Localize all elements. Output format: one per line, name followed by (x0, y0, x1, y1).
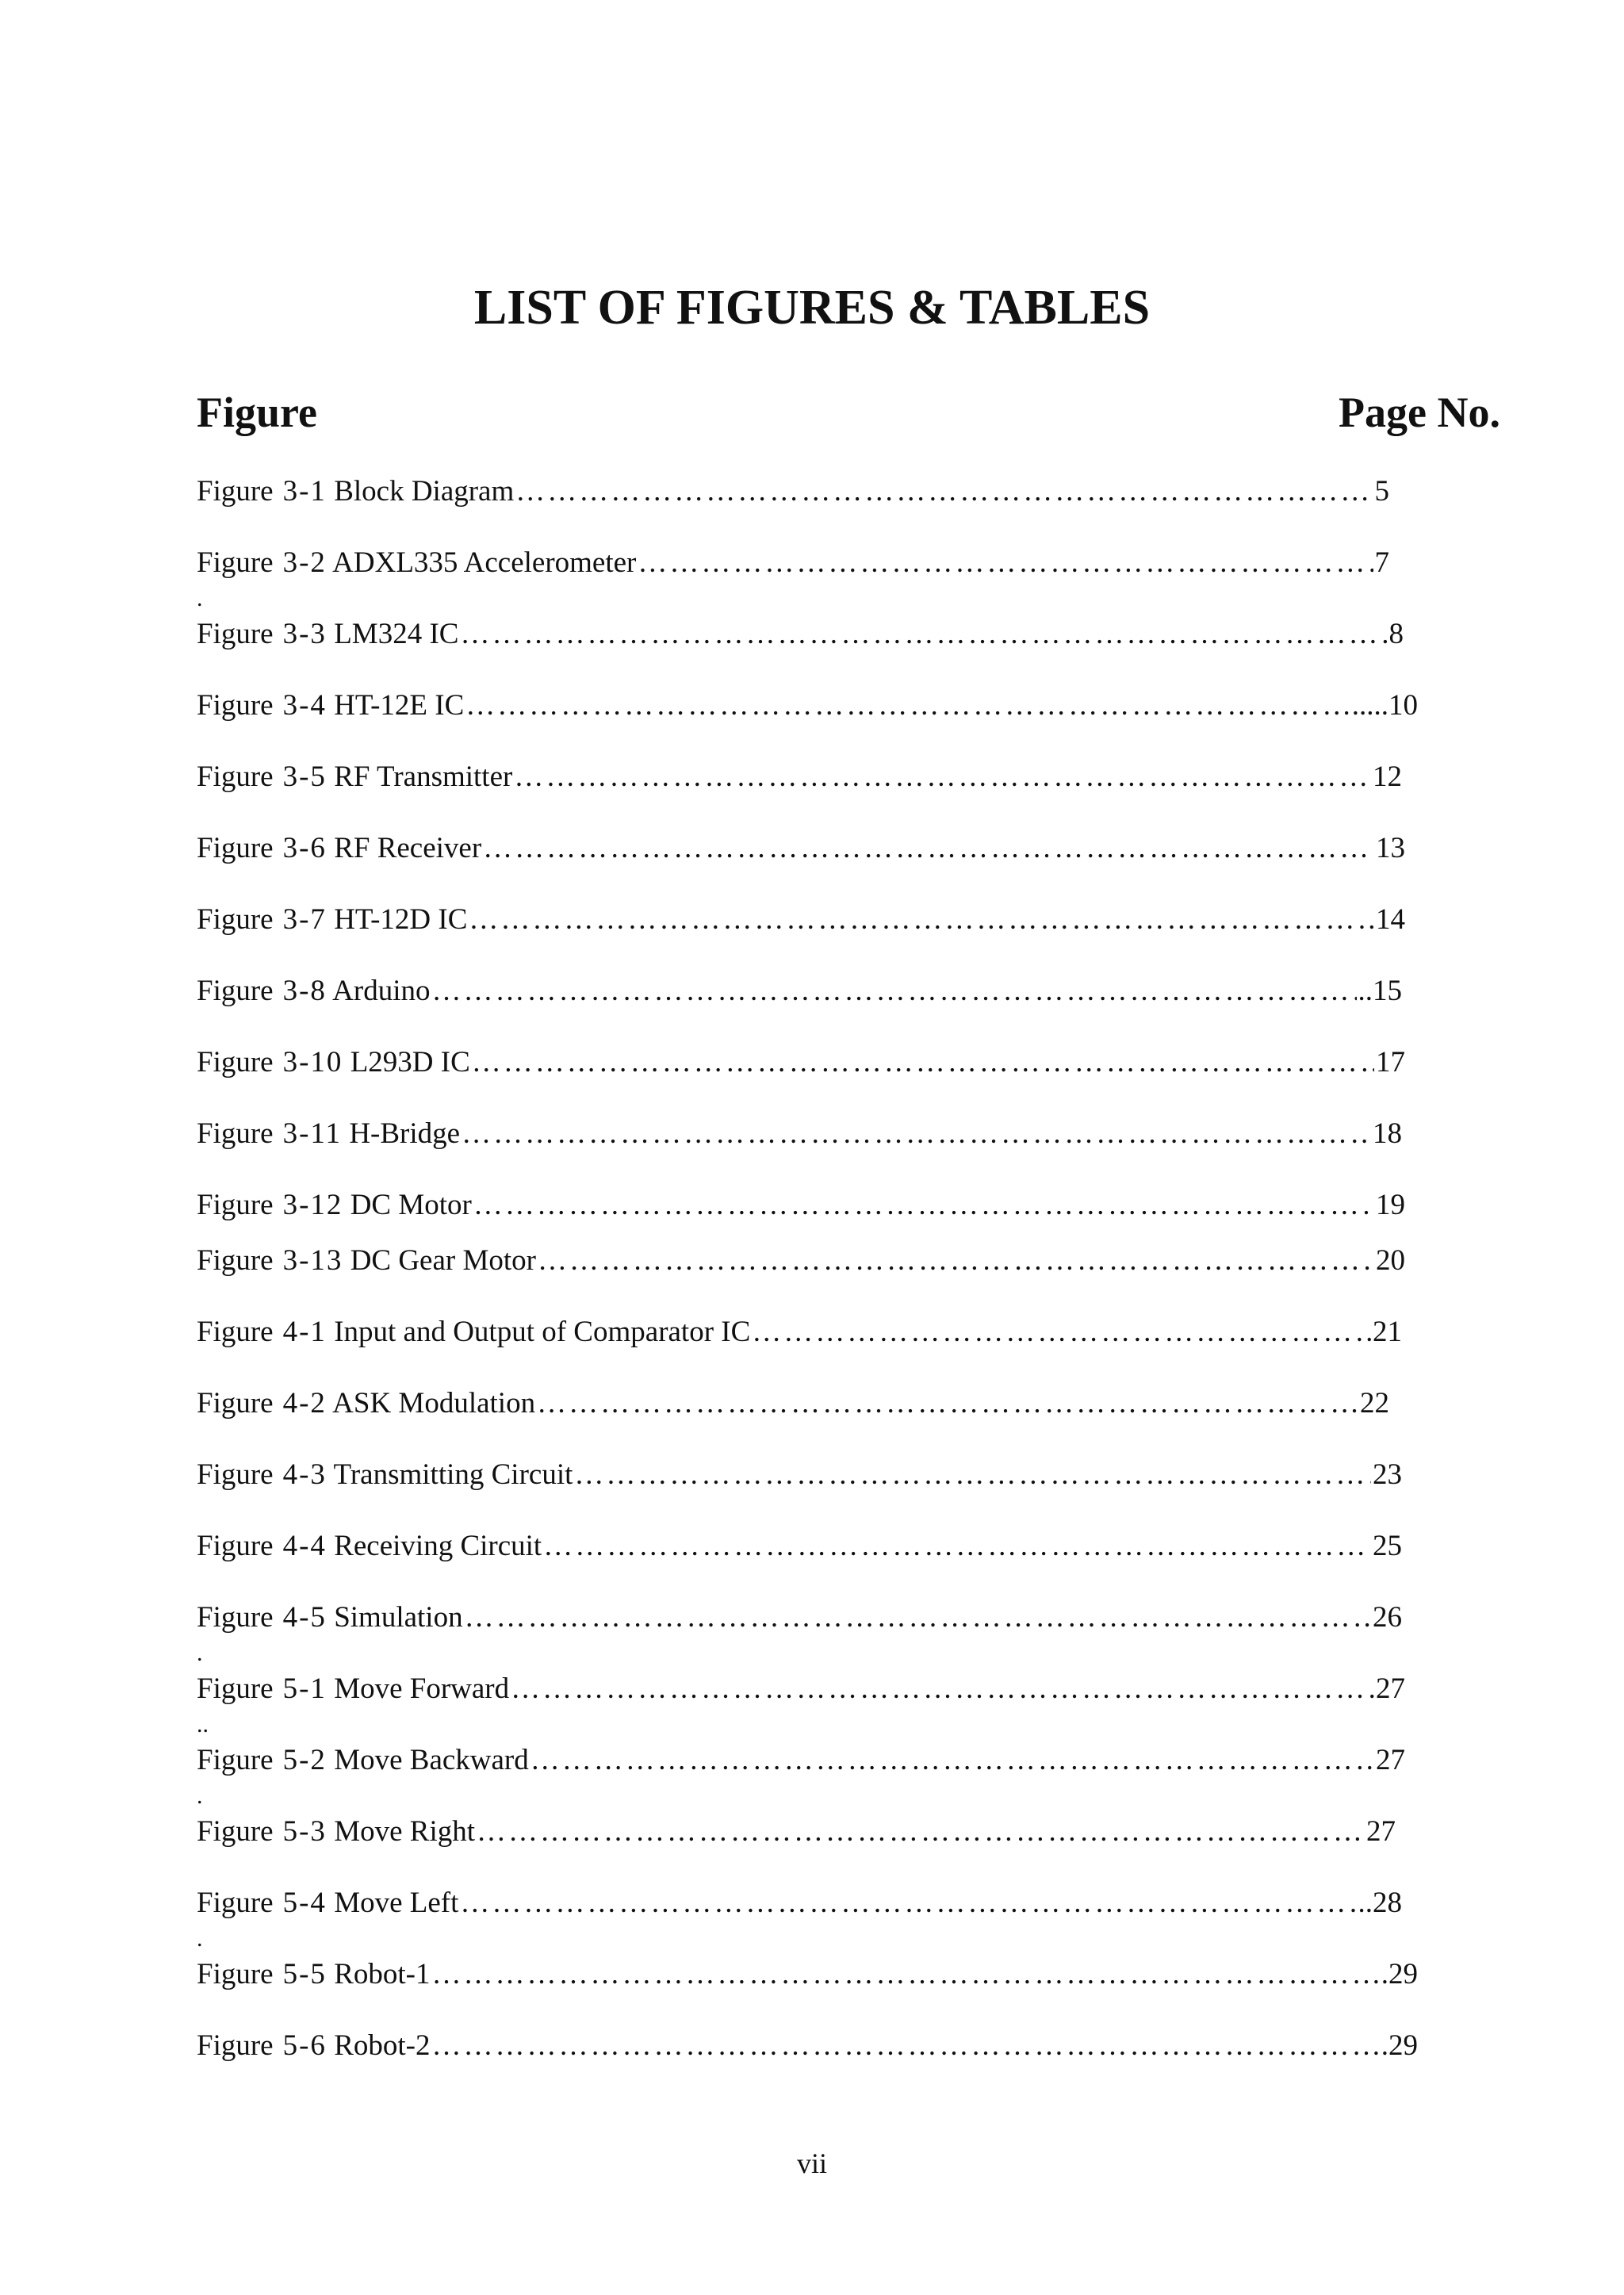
page-ref: 12 (1373, 761, 1402, 793)
stray-mark: . (197, 1925, 203, 1952)
page-ref: 21 (1373, 1316, 1402, 1348)
page-ref: 22 (1360, 1387, 1389, 1420)
stray-mark: . (197, 1783, 203, 1809)
list-item: Figure 4-2 ASK Modulation ………………………………………………………………………………………………………………………………………………………………………………………………… 22 (197, 1380, 1389, 1427)
page-ref: 26 (1373, 1601, 1402, 1634)
list-item: Figure 3-11 H-Bridge ………………………………………………………………………………………………………………………………………………………………………………………………… 18 (197, 1110, 1402, 1158)
page-ref: 13 (1376, 832, 1405, 864)
dot-leader (574, 1451, 1371, 1499)
dot-leader (473, 1182, 1374, 1229)
dot-leader (538, 1237, 1374, 1285)
page-ref: 27 (1366, 1815, 1396, 1848)
dot-leader (469, 896, 1374, 944)
list-item: Figure 3-12 DC Motor ………………………………………………………………………………………………………………………………………………………………………………………………… 19 (197, 1182, 1405, 1229)
figure-column-header: Figure (197, 389, 317, 436)
dot-leader (431, 967, 1356, 1015)
list-item: Figure 3-13 DC Gear Motor ………………………………………………………………………………………………………………………………………………………………………………………………… 20 (197, 1237, 1405, 1285)
page-ref: 23 (1373, 1458, 1402, 1491)
dot-leader (543, 1523, 1371, 1570)
dot-leader (483, 825, 1374, 872)
dot-leader (514, 753, 1371, 801)
page-ref: 27 (1376, 1744, 1405, 1776)
page-title: LIST OF FIGURES & TABLES (473, 281, 1151, 335)
list-item: Figure 5-3 Move Right ………………………………………………………………………………………………………………………………………………………………………………………………… 27 (197, 1808, 1396, 1856)
page-ref: .....10 (1351, 689, 1418, 722)
page-ref: 7 (1374, 546, 1389, 579)
list-item: Figure 3-4 HT-12E IC ………………………………………………………………………………………………………………………………………………………………………………………………… .....10 (197, 682, 1418, 730)
stray-mark: . (197, 1640, 203, 1666)
dot-leader (460, 1879, 1356, 1927)
page-ref: 17 (1376, 1046, 1405, 1079)
list-item: Figure 5-6 Robot-2 ………………………………………………………………………………………………………………………………………………………………………………………………… .29 (197, 2022, 1418, 2070)
list-item: Figure 3-6 RF Receiver ………………………………………………………………………………………………………………………………………………………………………………………………… 13 (197, 825, 1405, 872)
dot-leader (515, 468, 1373, 515)
page-ref: 5 (1374, 475, 1389, 508)
dot-leader (511, 1665, 1374, 1713)
list-item: Figure 3-1 Block Diagram ………………………………………………………………………………………………………………………………………………………………………………………………… 5 (197, 468, 1389, 515)
list-item: Figure 4-1 Input and Output of Comparator IC ………………………………………………………………………………………………………………………………………………………………………………………………… 21 (197, 1308, 1402, 1356)
page-ref: 19 (1376, 1189, 1405, 1221)
dot-leader (530, 1737, 1374, 1784)
page-ref: .29 (1381, 1958, 1418, 1990)
list-item: Figure 5-5 Robot-1 ………………………………………………………………………………………………………………………………………………………………………………………………… .29 (197, 1951, 1418, 1998)
dot-leader (752, 1308, 1371, 1356)
page-ref: ..15 (1358, 975, 1402, 1007)
dot-leader (537, 1380, 1358, 1427)
page-ref: 18 (1373, 1117, 1402, 1150)
page-ref: 14 (1376, 903, 1405, 936)
list-item: Figure 4-5 Simulation ………………………………………………………………………………………………………………………………………………………………………………………………… 26 (197, 1594, 1402, 1642)
page-ref: 27 (1376, 1672, 1405, 1705)
list-item: Figure 4-3 Transmitting Circuit ………………………………………………………………………………………………………………………………………………………………………………………………… 23 (197, 1451, 1402, 1499)
list-item: Figure 3-10 L293D IC ………………………………………………………………………………………………………………………………………………………………………………………………… 17 (197, 1039, 1405, 1086)
dot-leader (638, 539, 1373, 587)
page-ref: .29 (1381, 2029, 1418, 2062)
dot-leader (431, 2022, 1379, 2070)
stray-mark: .. (197, 1711, 209, 1738)
list-item: Figure 3-8 Arduino ………………………………………………………………………………………………………………………………………………………………………………………………… ..15 (197, 967, 1402, 1015)
page-ref: 25 (1373, 1530, 1402, 1562)
dot-leader (460, 611, 1380, 658)
dot-leader (472, 1039, 1374, 1086)
dot-leader (431, 1951, 1379, 1998)
dot-leader (477, 1808, 1365, 1856)
dot-leader (462, 1110, 1371, 1158)
list-item: Figure 3-5 RF Transmitter ………………………………………………………………………………………………………………………………………………………………………………………………… 12 (197, 753, 1402, 801)
page-ref: ..28 (1358, 1887, 1402, 1919)
list-item: Figure 4-4 Receiving Circuit ………………………………………………………………………………………………………………………………………………………………………………………………… 25 (197, 1523, 1402, 1570)
list-item: Figure 3-7 HT-12D IC ………………………………………………………………………………………………………………………………………………………………………………………………… 14 (197, 896, 1405, 944)
page-ref: .8 (1381, 618, 1404, 650)
stray-mark: . (197, 585, 203, 611)
list-item: Figure 3-2 ADXL335 Accelerometer ………………………………………………………………………………………………………………………………………………………………………………………………… 7 (197, 539, 1389, 587)
page-number: vii (796, 2147, 827, 2179)
page-no-column-header: Page No. (1339, 389, 1500, 436)
dot-leader (465, 682, 1350, 730)
list-item: Figure 5-1 Move Forward ………………………………………………………………………………………………………………………………………………………………………………………………… 27 (197, 1665, 1405, 1713)
list-item: Figure 3-3 LM324 IC ………………………………………………………………………………………………………………………………………………………………………………………………… .8 (197, 611, 1404, 658)
dot-leader (465, 1594, 1371, 1642)
page-ref: 20 (1376, 1244, 1405, 1277)
list-item: Figure 5-2 Move Backward ………………………………………………………………………………………………………………………………………………………………………………………………… 27 (197, 1737, 1405, 1784)
list-item: Figure 5-4 Move Left ………………………………………………………………………………………………………………………………………………………………………………………………… ..28 (197, 1879, 1402, 1927)
